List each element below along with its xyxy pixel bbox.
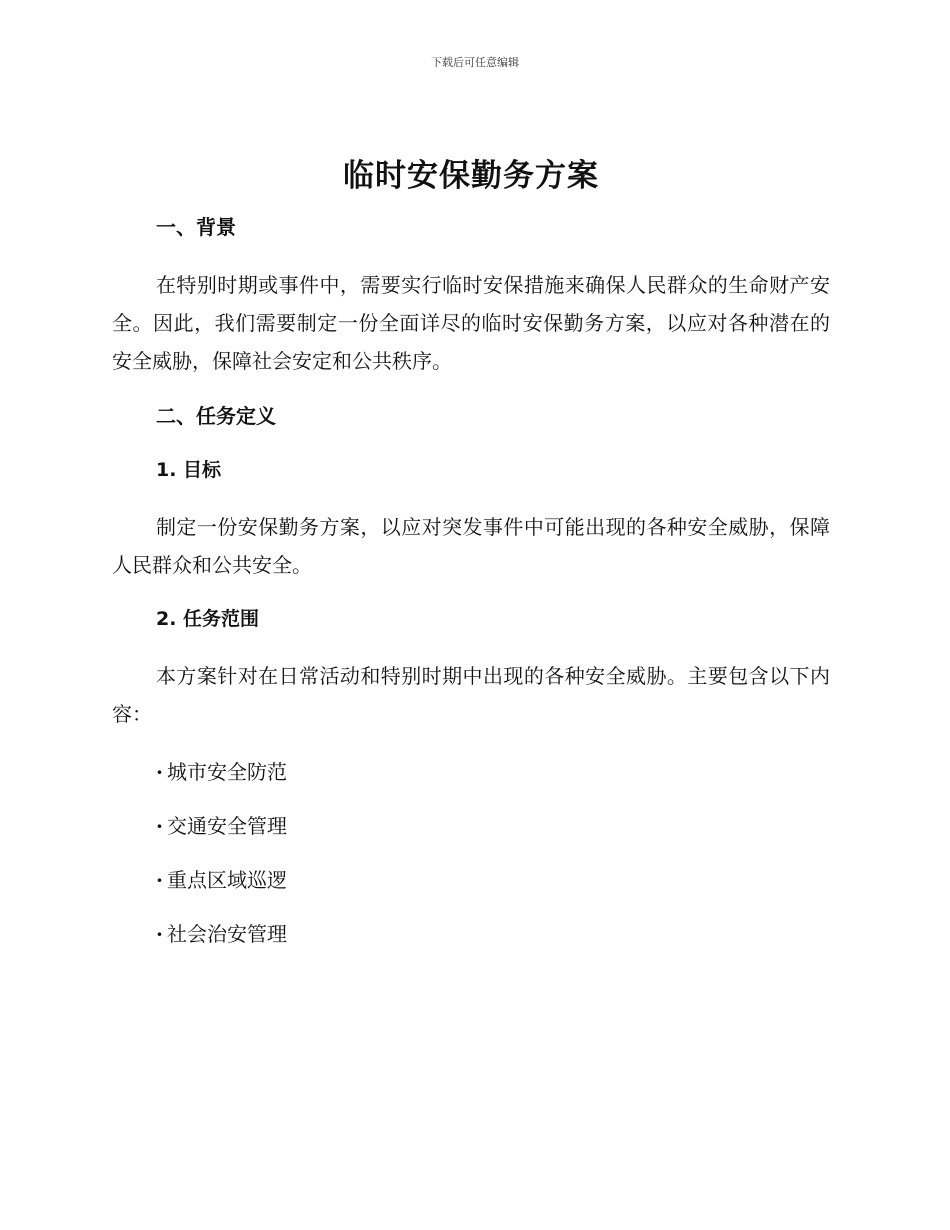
section-heading-background: 一、背景 xyxy=(156,215,236,239)
bullet-icon: · xyxy=(156,922,163,946)
scope-paragraph: 本方案针对在日常活动和特别时期中出现的各种安全威胁。主要包含以下内容： xyxy=(112,664,830,726)
list-item-text: 社会治安管理 xyxy=(166,922,287,946)
background-paragraph: 在特别时期或事件中，需要实行临时安保措施来确保人民群众的生命财产安全。因此，我们需要制定一份全面详尽的临时安保勤务方案，以应对各种潜在的安全威胁，保障社会安定和公共秩序。 xyxy=(112,273,830,373)
list-item-text: 城市安全防范 xyxy=(166,760,287,784)
bullet-icon: · xyxy=(156,868,163,892)
section-heading-task: 二、任务定义 xyxy=(156,404,276,428)
subheading-goal: 1. 目标 xyxy=(156,459,222,481)
bullet-icon: · xyxy=(156,760,163,784)
list-item xyxy=(156,753,830,791)
bullet-icon: · xyxy=(156,814,163,838)
subheading-scope: 2. 任务范围 xyxy=(156,608,260,630)
list-item xyxy=(156,807,830,845)
list-item xyxy=(156,915,830,953)
list-item-text: 重点区域巡逻 xyxy=(166,868,287,892)
goal-paragraph: 制定一份安保勤务方案，以应对突发事件中可能出现的各种安全威胁，保障人民群众和公共安全。 xyxy=(112,515,830,577)
list-item xyxy=(156,861,830,899)
list-item-text: 交通安全管理 xyxy=(166,814,287,838)
document-body xyxy=(112,150,830,969)
document-title: 临时安保勤务方案 xyxy=(343,158,599,194)
header-note: 下载后可任意编辑 xyxy=(431,56,519,69)
